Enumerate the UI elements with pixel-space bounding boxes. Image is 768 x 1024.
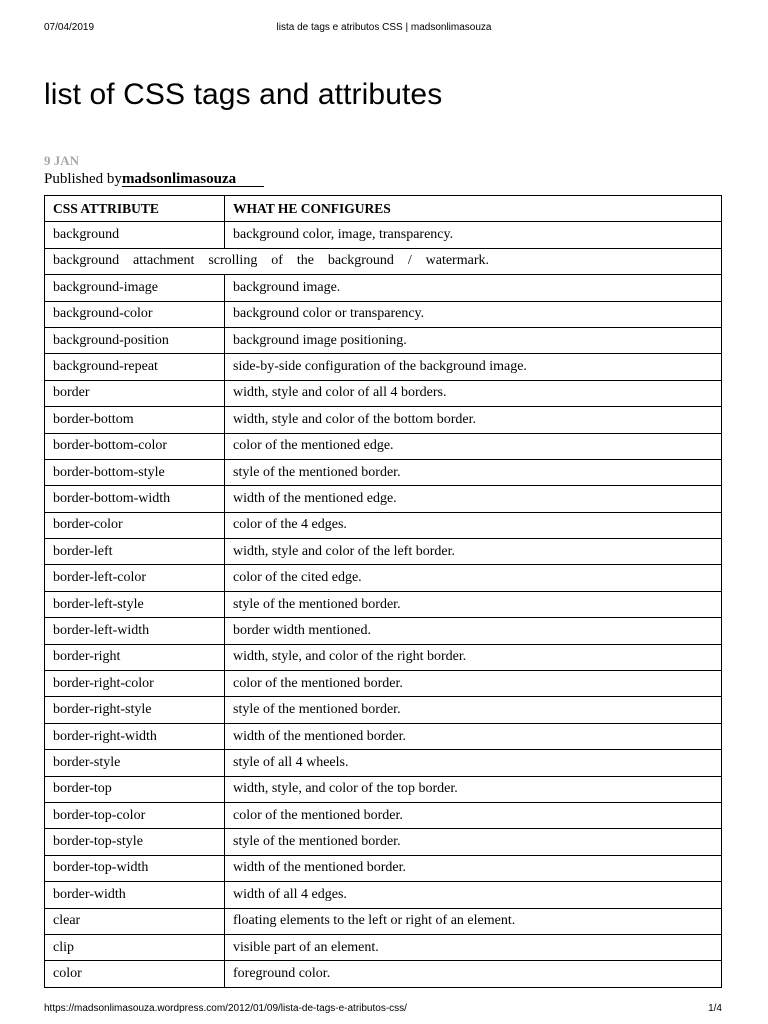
table-row — [45, 486, 722, 512]
description-cell: width, style and color of the left border. — [225, 539, 722, 565]
css-attributes-table — [44, 195, 722, 988]
description-cell: color of the mentioned edge. — [225, 433, 722, 459]
attribute-cell: background — [45, 222, 225, 248]
description-cell: color of the mentioned border. — [225, 802, 722, 828]
merged-word: watermark. — [425, 253, 489, 269]
description-cell: width, style, and color of the right border. — [225, 644, 722, 670]
attribute-cell: border-top — [45, 776, 225, 802]
print-page-number: 1/4 — [708, 1003, 722, 1014]
column-header-description: WHAT HE CONFIGURES — [225, 196, 722, 222]
table-row — [45, 750, 722, 776]
attribute-cell: background-color — [45, 301, 225, 327]
table-row — [45, 275, 722, 301]
table-row — [45, 829, 722, 855]
description-cell: color of the 4 edges. — [225, 512, 722, 538]
merged-cell — [45, 248, 722, 274]
table-row — [45, 433, 722, 459]
print-url: https://madsonlimasouza.wordpress.com/2012/01/09/lista-de-tags-e-atributos-css/ — [44, 1003, 407, 1014]
merged-word: of — [271, 253, 283, 269]
attribute-cell: border-right-color — [45, 671, 225, 697]
description-cell: background color or transparency. — [225, 301, 722, 327]
attribute-cell: background-position — [45, 327, 225, 353]
attribute-cell: border-top-style — [45, 829, 225, 855]
description-cell: side-by-side configuration of the background image. — [225, 354, 722, 380]
description-cell: background image. — [225, 275, 722, 301]
attribute-cell: border-left-style — [45, 591, 225, 617]
table-row — [45, 380, 722, 406]
table-row — [45, 565, 722, 591]
table-row — [45, 407, 722, 433]
table-row — [45, 327, 722, 353]
table-row — [45, 618, 722, 644]
attribute-cell: border-left — [45, 539, 225, 565]
table-row — [45, 301, 722, 327]
table-row — [45, 855, 722, 881]
attribute-cell: border-bottom — [45, 407, 225, 433]
table-row — [45, 671, 722, 697]
attribute-cell: border — [45, 380, 225, 406]
description-cell: style of the mentioned border. — [225, 591, 722, 617]
description-cell: width of the mentioned border. — [225, 855, 722, 881]
description-cell: border width mentioned. — [225, 618, 722, 644]
table-row — [45, 512, 722, 538]
attribute-cell: border-color — [45, 512, 225, 538]
print-page-title: lista de tags e atributos CSS | madsonlimasouza — [276, 22, 492, 33]
description-cell: floating elements to the left or right of an element. — [225, 908, 722, 934]
table-row — [45, 723, 722, 749]
attribute-cell: border-bottom-color — [45, 433, 225, 459]
author-link[interactable]: madsonlimasouza — [122, 172, 264, 187]
table-row — [45, 882, 722, 908]
attribute-cell: color — [45, 961, 225, 987]
merged-word: scrolling — [208, 253, 258, 269]
description-cell: width, style and color of all 4 borders. — [225, 380, 722, 406]
attribute-cell: background-image — [45, 275, 225, 301]
merged-word: attachment — [133, 253, 195, 269]
table-row-merged — [45, 248, 722, 274]
attribute-cell: clear — [45, 908, 225, 934]
description-cell: foreground color. — [225, 961, 722, 987]
table-row — [45, 591, 722, 617]
attribute-cell: border-bottom-style — [45, 459, 225, 485]
column-header-attribute: CSS ATTRIBUTE — [45, 196, 225, 222]
description-cell: style of the mentioned border. — [225, 697, 722, 723]
merged-word: background — [53, 253, 120, 269]
attribute-cell: border-right-style — [45, 697, 225, 723]
description-cell: style of all 4 wheels. — [225, 750, 722, 776]
table-row — [45, 539, 722, 565]
description-cell: width, style, and color of the top border. — [225, 776, 722, 802]
merged-word: / — [407, 253, 412, 269]
published-by-label: Published by — [44, 171, 122, 187]
description-cell: width of the mentioned edge. — [225, 486, 722, 512]
table-row — [45, 644, 722, 670]
attribute-cell: clip — [45, 934, 225, 960]
post-title: list of CSS tags and attributes — [44, 78, 443, 111]
table-row — [45, 354, 722, 380]
post-byline — [44, 171, 264, 188]
attribute-cell: background-repeat — [45, 354, 225, 380]
attribute-cell: border-left-color — [45, 565, 225, 591]
description-cell: width, style and color of the bottom border. — [225, 407, 722, 433]
table-row — [45, 697, 722, 723]
description-cell: width of all 4 edges. — [225, 882, 722, 908]
description-cell: visible part of an element. — [225, 934, 722, 960]
table-row — [45, 459, 722, 485]
post-date: 9 JAN — [44, 153, 80, 168]
attribute-cell: border-top-width — [45, 855, 225, 881]
merged-word: the — [296, 253, 314, 269]
description-cell: background image positioning. — [225, 327, 722, 353]
table-row — [45, 222, 722, 248]
attribute-cell: border-width — [45, 882, 225, 908]
attribute-cell: border-bottom-width — [45, 486, 225, 512]
print-date: 07/04/2019 — [44, 22, 95, 33]
attribute-cell: border-right — [45, 644, 225, 670]
table-row — [45, 934, 722, 960]
table-row — [45, 908, 722, 934]
table-row — [45, 961, 722, 987]
description-cell: width of the mentioned border. — [225, 723, 722, 749]
description-cell: color of the mentioned border. — [225, 671, 722, 697]
description-cell: color of the cited edge. — [225, 565, 722, 591]
attribute-cell: border-left-width — [45, 618, 225, 644]
attribute-cell: border-top-color — [45, 802, 225, 828]
table-header-row — [45, 196, 722, 222]
table-row — [45, 802, 722, 828]
description-cell: background color, image, transparency. — [225, 222, 722, 248]
attribute-cell: border-right-width — [45, 723, 225, 749]
description-cell: style of the mentioned border. — [225, 829, 722, 855]
attribute-cell: border-style — [45, 750, 225, 776]
description-cell: style of the mentioned border. — [225, 459, 722, 485]
table-row — [45, 776, 722, 802]
merged-word: background — [327, 253, 394, 269]
